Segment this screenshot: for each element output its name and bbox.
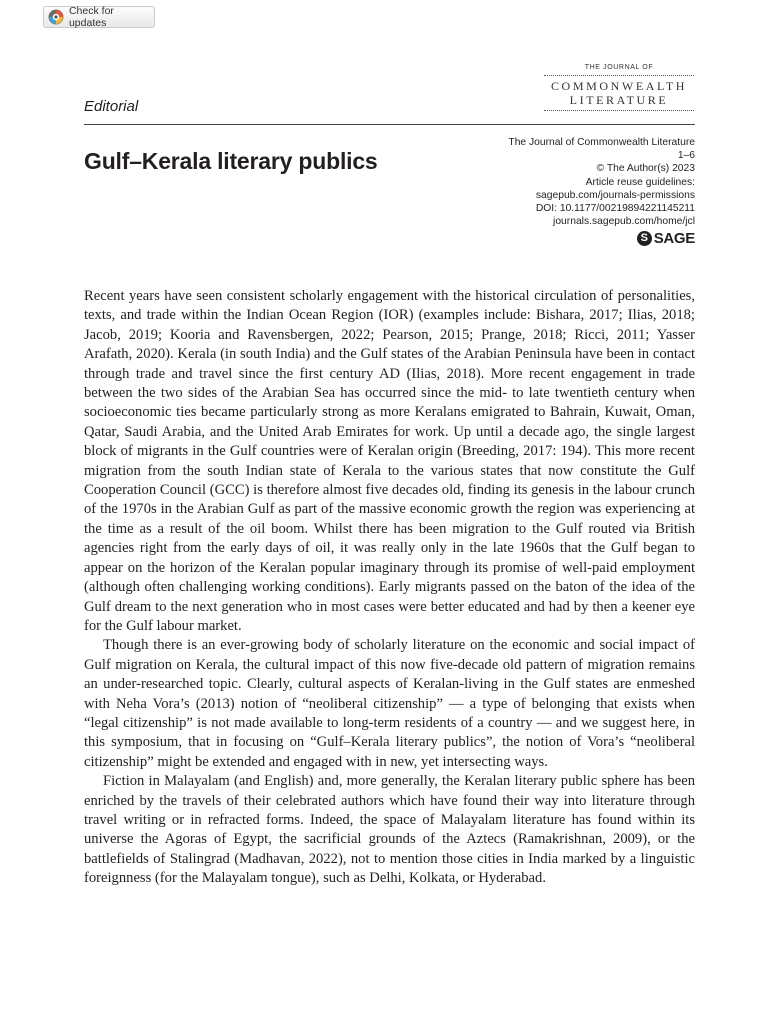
journal-logo-dotted-rule — [544, 108, 694, 111]
journal-logo-the-journal-of: THE JOURNAL OF — [544, 64, 694, 76]
check-for-updates-button[interactable] — [43, 6, 155, 28]
meta-journal-name: The Journal of Commonwealth Literature — [508, 137, 695, 148]
body-paragraph-3: Fiction in Malayalam (and English) and, more generally, the Keralan literary public sphere has been enriched by the travels of their celebrated authors which have found their way into literature through travel writing or in refracted forms. Indeed, the space of Malayalam literature has found within its universe the Agoras of Egypt, the sacrificial grounds of the Aztecs (Ramakrishnan, 2009), or the battlefields of Stalingrad (Madhavan, 2022), not to mention those cities in India marked by a linguistic foreignness (for the Malayalam tongue), such as Delhi, Kolkata, or Hyderabad. — [84, 773, 695, 887]
sage-logo — [637, 231, 695, 246]
meta-permissions-link[interactable]: sagepub.com/journals-permissions — [535, 189, 695, 201]
meta-copyright: © The Author(s) 2023 — [596, 163, 695, 175]
article-title: Gulf–Kerala literary publics — [84, 148, 378, 174]
sage-s-icon: S — [637, 231, 652, 246]
meta-journal-url[interactable]: journals.sagepub.com/home/jcl — [553, 216, 695, 228]
header-rule — [84, 124, 695, 125]
article-body — [84, 287, 695, 889]
journal-logo-line1: COMMONWEALTH — [550, 79, 688, 93]
body-paragraph-1: Recent years have seen consistent scholarly engagement with the historical circulation of personalities, texts, and trade within the Indian Ocean Region (IOR) (examples include: Bishara, 2017; Ilias, 2018; Jacob, 2019; Kooria and Ravensbergen, 2022; Pearson, 2015; Prange, 2018; Ricci, 2011; Yasser Arafath, 2020). Kerala (in south India) and the Gulf states of the Arabian Peninsula have been in contact through trade and travel since the first century AD (Ilias, 2018). More recent engagement in trade between the two sides of the Arabian Sea has occurred since the mid- to late twentieth century when socioeconomic ties became particularly strong as more Keralans emigrated to Bahrain, Kuwait, Oman, Qatar, Saudi Arabia, and the United Arab Emirates for work. Up until a decade ago, the single largest block of migrants in the Gulf countries were of Keralan origin (Breeding, 2017: 194). This more recent migration from the south Indian state of Kerala to the various states that now constitute the Gulf Cooperation Council (GCC) is therefore almost five decades old, finding its genesis in the labour crunch of the 1970s in the Arabian Gulf as part of the massive economic growth the region was experiencing at the time as a result of the oil boom. Whilst there has been migration to the Gulf routed via British agencies right from the early days of oil, it was really only in the late 1960s that the Gulf began to appear on the horizon of the Keralan popular imaginary through its promise of well-paid employment (although often challenging working conditions). Early migrants passed on the baton of the idea of the Gulf dream to the next generation who in most cases were better educated and had by then a keener eye for the Gulf labour market. — [84, 288, 695, 634]
sage-wordmark: SAGE — [653, 230, 695, 248]
journal-logo — [544, 64, 694, 111]
meta-reuse-guidelines: Article reuse guidelines: — [585, 176, 695, 188]
check-for-updates-label: Check for updates — [68, 5, 114, 29]
body-paragraph-2: Though there is an ever-growing body of scholarly literature on the economic and social impact of Gulf migration on Kerala, the cultural impact of this now five-decade old pattern of migration remains an under-researched topic. Clearly, cultural aspects of Keralan-living in the Gulf states are enmeshed with Neha Vora’s (2013) notion of “neoliberal citizenship” — a type of belonging that exists when “legal citizenship” is not made available to long-term residents of a country — and we suggest here, in this symposium, that in focusing on “Gulf–Kerala literary publics”, the notion of Vora’s “neoliberal citizenship” might be extended and engaged with in new, yet intersecting ways. — [84, 637, 695, 770]
journal-logo-line2: LITERATURE — [569, 93, 669, 107]
meta-pages: 1–6 — [677, 150, 695, 162]
article-metadata — [508, 136, 695, 246]
crossmark-icon — [48, 9, 64, 25]
section-label: Editorial — [84, 98, 139, 115]
meta-doi[interactable]: DOI: 10.1177/00219894221145211 — [535, 203, 695, 215]
